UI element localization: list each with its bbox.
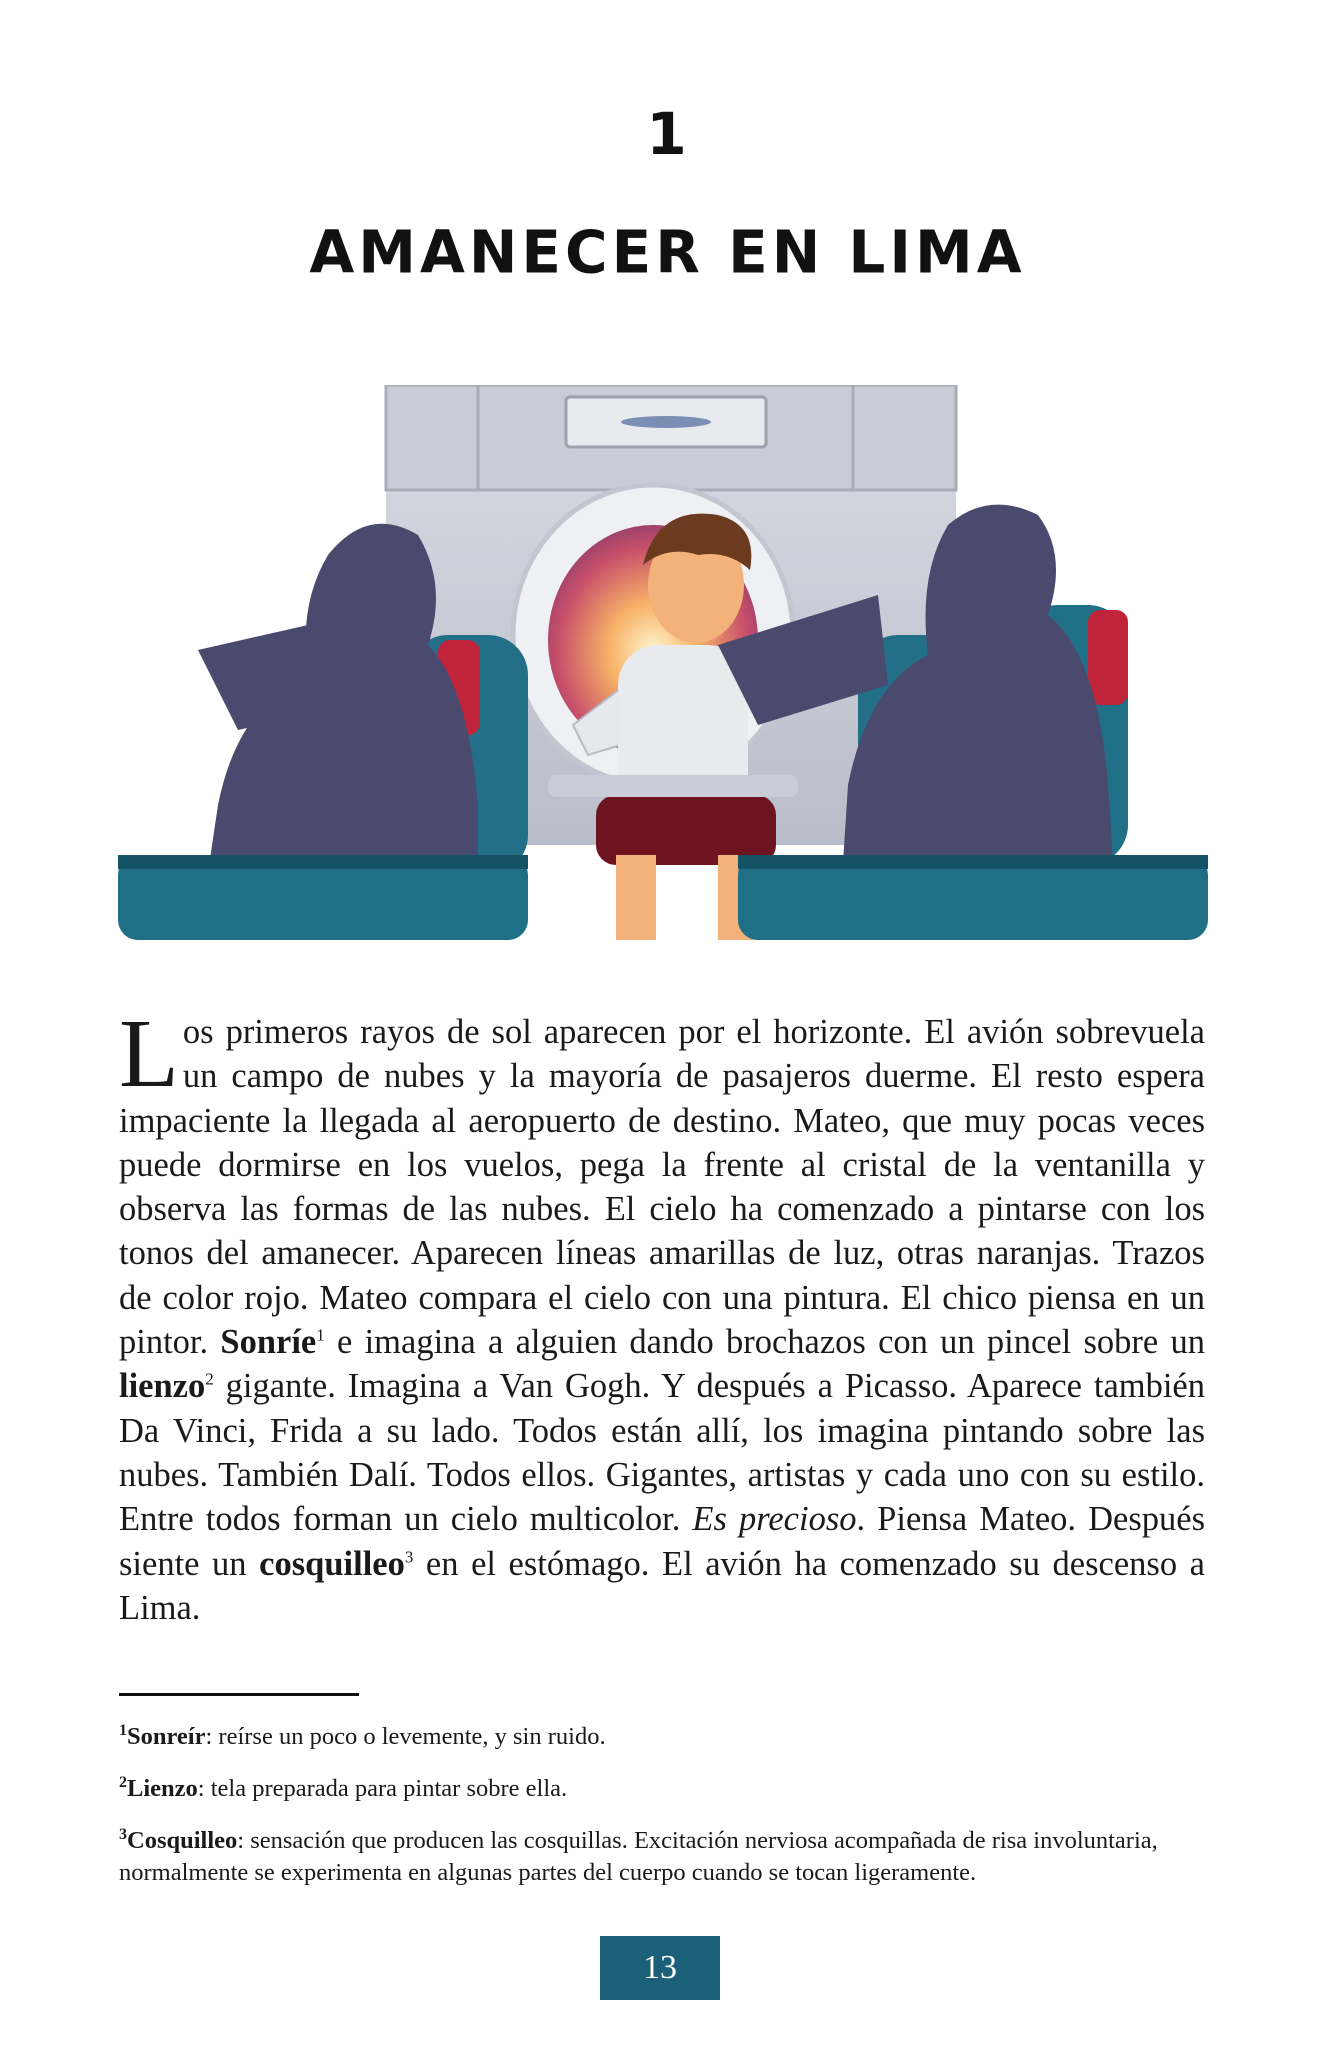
body-paragraph xyxy=(119,1000,1206,1630)
armrest xyxy=(548,775,798,797)
footnote-ref-1: 1 xyxy=(316,1325,325,1345)
body-run-1: os primeros rayos de sol aparecen por el horizonte. El avión sobrevuela un campo de nubes y la mayoría de pasajeros duerme. El resto espera impaciente la llegada al aeropuerto de destino. Mateo, que muy pocas veces puede dormirse en los vuelos, pega la frente al cristal de la ventanilla y observa las formas de las nubes. El cielo ha comenzado a pintarse con los tonos del amanecer. Aparecen líneas amarillas de luz, otras naranjas. Trazos de color rojo. Mateo compara el cielo con una pintura. El chico piensa en un pintor. xyxy=(119,1013,1205,1362)
footnote-ref-2: 2 xyxy=(205,1369,214,1389)
body-run-5: en el estómago. El avión ha comenzado su descenso a Lima. xyxy=(119,1544,1205,1627)
drop-cap: L xyxy=(119,1000,179,1108)
body-run-4: . Piensa Mateo. Después siente un xyxy=(119,1500,1206,1583)
glossary-term-cosquilleo: cosquilleo xyxy=(259,1544,405,1583)
boy-shorts xyxy=(596,795,776,865)
chapter-number: 1 xyxy=(646,100,689,168)
glossary-term-sonrie: Sonríe xyxy=(220,1323,317,1362)
glossary-term-lienzo: lienzo xyxy=(119,1367,206,1406)
headrest-right xyxy=(1088,610,1128,705)
body-run-2: e imagina a alguien dando brochazos con un pincel sobre un xyxy=(324,1323,1205,1362)
footnote-3: $^3$Cosquilleo: sensación que producen las cosquillas. Excitación nerviosa acompañada de risa involuntaria, normalmente se experimenta en algunas partes del cuerpo cuando se tocan ligeramente. xyxy=(119,1826,1158,1887)
italic-thought: Es precioso xyxy=(692,1500,857,1539)
body-run-3: gigante. Imagina a Van Gogh. Y después a Picasso. Aparece también Da Vinci, Frida a su lado. Todos están allí, los imagina pintando sobre las nubes. También Dalí. Todos ellos. Gigantes, artistas y cada uno con su estilo. Entre todos forman un cielo multicolor. xyxy=(119,1367,1205,1539)
footnote-2: $^2$Lienzo: tela preparada para pintar sobre ella. xyxy=(119,1774,568,1803)
footnotes xyxy=(119,1715,1209,1903)
footnote-1: $^1$Sonreír: reírse un poco o levemente, y sin ruido. xyxy=(119,1722,606,1751)
page-number: 13 xyxy=(600,1936,720,2000)
overhead-light xyxy=(621,416,711,428)
body-text xyxy=(119,1000,1206,1630)
chapter-title: AMANECER EN LIMA xyxy=(309,217,1026,287)
boy-leg-left xyxy=(616,855,656,940)
footnote-ref-3: 3 xyxy=(404,1547,414,1567)
footnote-divider xyxy=(119,1693,359,1696)
airplane-cabin-illustration xyxy=(118,385,1208,940)
